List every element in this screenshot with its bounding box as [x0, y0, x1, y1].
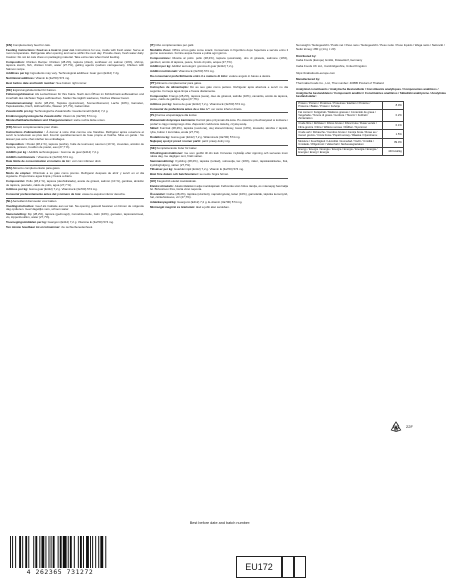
- analysis-label: Energy / Energie / Énergie / Energía / Energie / Energia / Energia / Energia / Energi / Energia: [297, 147, 383, 156]
- distributor-line: [296, 55, 448, 62]
- analysis-value: 1.5%: [382, 130, 403, 139]
- section-heading: Best before date and batch number:: [6, 80, 56, 85]
- label-paragraph: [6, 172, 144, 179]
- distributor-block: [296, 55, 448, 85]
- paragraph-text: zie rechterbenedenhoek.: [61, 224, 94, 229]
- analysis-row: [297, 130, 404, 139]
- paragraph-text: Jutalomfalatként adja macskájának. Felbontás után hűtve tárolja, és másnapig használja fel. Biztosítson friss, tiszta vizet naponta.: [150, 183, 288, 192]
- paragraph-text: Karma uzupełniająca dla kotów.: [156, 113, 198, 118]
- section-heading: Additifs par kg :: [6, 149, 29, 154]
- label-paragraph: [6, 213, 144, 220]
- label-paragraph: [150, 160, 288, 167]
- section-heading: Etetési útmutató:: [150, 183, 174, 188]
- lot-code-box: EU172: [236, 556, 282, 578]
- paragraph-text: À donner à votre chat comme une friandise. Réfrigérer après ouverture et servir le lendemain au plus tard. Fournir quotidiennement de l'eau propre et fraîche. Mise en garde : Ne laissez pas votre chat mâcher les emballages.: [6, 129, 144, 141]
- section-heading: Zusammensetzung:: [6, 100, 34, 105]
- section-heading: Composition:: [6, 59, 25, 64]
- paragraph-text: Guargom (E412) 7,2 g. Vitamine E (3a700) 574 mg.: [47, 220, 114, 225]
- section-heading: Samenstelling:: [6, 211, 27, 216]
- paragraph-text: vedere angolo in basso a destra.: [228, 73, 271, 78]
- label-paragraph: [150, 185, 288, 192]
- paragraph-text: Vitamin E (3a700) 574 mg.: [35, 76, 70, 81]
- label-paragraph: [6, 49, 144, 60]
- paragraph-text: Complementary feed for cats.: [12, 43, 51, 47]
- label-column-2: [150, 44, 288, 211]
- distributor-text: Thai Inaba Foods Co., Ltd., Thai number: 4095B Product of Thailand: [296, 80, 384, 85]
- label-paragraph: [150, 173, 288, 177]
- language-tag: [SE]: [150, 146, 156, 151]
- label-paragraph: [150, 206, 288, 210]
- paragraph-text: véase la esquina inferior derecha.: [82, 192, 126, 197]
- section-heading: Composizione:: [150, 56, 171, 61]
- language-tag: [FR]: [6, 125, 12, 130]
- best-before-note: Best before date and batch number:: [189, 521, 251, 525]
- label-paragraph: [150, 86, 288, 93]
- recycle-code: 22F: [406, 424, 413, 429]
- label-paragraph: [6, 193, 144, 197]
- distributor-heading: Distributed by:: [296, 54, 317, 58]
- barcode-number: 4 262365 731272: [8, 568, 112, 576]
- analysis-value: 440 kcal/kg: [382, 147, 403, 156]
- distributor-heading: Manufactured by:: [296, 77, 321, 81]
- language-tag: [ES]: [6, 166, 12, 171]
- section-heading: Najlepiej spożyć przed i numer partii:: [150, 139, 202, 144]
- section-heading: Ernährungsphysiologische Zusatzstoffe:: [6, 113, 63, 118]
- paragraph-text: Vitamine E (3a700) 574 mg.: [37, 154, 74, 159]
- analysis-row: [297, 110, 404, 122]
- label-paragraph: [150, 119, 288, 126]
- analysis-table: [296, 101, 404, 157]
- language-tag: [EN]: [6, 43, 12, 47]
- paragraph-text: Vitamina E (3a700) 574 mg.: [178, 69, 215, 74]
- label-column-1: [6, 44, 144, 231]
- distributor-text: Inaba Foods (Europe) GmbH, Düsseldorf, Germany: [296, 57, 363, 62]
- language-tag: [NL]: [6, 198, 12, 203]
- section-heading: Additives per kg:: [6, 71, 30, 76]
- paragraph-text: Ingredients may vary. Technological additives: Guar gum (E412) 7.2g.: [30, 71, 120, 76]
- section-heading: Instruções de alimentação:: [150, 85, 189, 90]
- analysis-value: 0.2%: [382, 110, 403, 122]
- paragraph-text: Ofrézcalo a su gato como premio. Refrigerar después de abrir y servir en el día siguiente. Proporcione agua limpia y fresca a diario.: [6, 170, 144, 179]
- paragraph-text: Alimento complementario para gatos.: [12, 166, 61, 171]
- section-heading: Zusatzstoffe pro kg:: [6, 108, 34, 113]
- section-heading: Voedingsinstructies:: [6, 203, 35, 208]
- paragraph-text: Kyckling (28,2%), tapioka (torkad), solrosolja, lax (10%), räkor, tapiokastärkelse, fisk, kycklingbuljong, vatten (27,7%).: [150, 159, 289, 167]
- analysis-label: Fat content / Fettgehalt / Matières grasses / Contenido de grasa / Vetgehalte / Tenore di grassi / Gordura / Tłuszcz / Fetthalt / Zsírtartalom: [297, 110, 383, 122]
- paragraph-text: Als Leckerbissen für Ihre Katze. Nach dem Öffnen im Kühlschrank aufbewahren und innerhalb des nächsten Tages aufbrauchen. Stellen Sie täglich sauberes, frisches Wasser bereit.: [6, 92, 144, 100]
- analysis-label: Moisture / Feuchtigkeit / Humidité / Humedad / Vocht / Umidità / Umidade / Wilgotność / Vattenhalt / Nedvességtartalom: [297, 139, 383, 148]
- label-paragraph: [150, 108, 288, 112]
- section-heading: Bäst före datum och batchnummer:: [150, 172, 199, 177]
- section-heading: Modalità d'uso:: [150, 47, 172, 52]
- section-heading: Date limite de consommation et numéro de lot :: [6, 159, 72, 164]
- section-heading: Mindesthaltbarkeitsdatum und Chargennummer:: [6, 118, 73, 123]
- section-heading: Composición:: [6, 179, 26, 184]
- label-paragraph: [6, 102, 144, 109]
- paragraph-text: voir coin inférieur droit.: [72, 159, 102, 164]
- section-heading: Nutritional additives:: [6, 76, 35, 81]
- label-paragraph: [6, 143, 144, 150]
- section-heading: Ten minste houdbaar tot en lotnummer:: [6, 224, 61, 229]
- label-paragraph: [6, 82, 144, 86]
- distributor-line: [296, 72, 448, 76]
- label-paragraph: [6, 205, 144, 212]
- paragraph-text: Offrire al tuo gatto come snack. Conservare in frigorifero dopo l'apertura e servire entro il giorno successivo. Fornire acqua fresca e pulita ogni giorno.: [150, 47, 288, 56]
- paragraph-text: Chicken Recipe: Chicken (28.2%), tapioca (dried), sunflower oil, salmon (10%), shrimp, tapioca starch, fish, chicken broth, water (27.7%), gelling agents (sodium carrageenan), Chicken with Salmon recipe.: [6, 59, 144, 71]
- label-paragraph: [6, 61, 144, 72]
- batch-marker-box: [294, 556, 306, 578]
- label-column-3: [296, 44, 448, 156]
- recycle-icon: [388, 420, 404, 436]
- paragraph-text: Additifs technologiques : Gomme de guar (E412) 7,2 g.: [28, 149, 100, 154]
- analysis-label: Crude fibre / Rohfaser / Fibres brutes / Fibra bruta / Ruwe vezels / Fibra grezza / Fibra / Włókno surowe / Råfiber / Nyersrost: [297, 121, 383, 130]
- section-heading: Feeding instructions: Feed as a treat to your cat.: [6, 47, 75, 52]
- label-paragraph: [150, 193, 288, 200]
- language-tag: [HU]: [150, 178, 157, 183]
- paragraph-text: Instructions for use, inside with fresh water. Serve at room temperature. Refrigerate after opening and serve within the next day. Provide clean, fresh water daily. Caution: Do not let cats chew on packaging material. Take extra care when hand feeding.: [6, 47, 144, 59]
- analysis-value: 0.1%: [382, 121, 403, 130]
- paragraph-text: Aliment complémentaire pour chats.: [12, 125, 59, 130]
- analysis-value: 8.0%: [382, 101, 403, 110]
- section-heading: Additifs nutritionnels :: [6, 154, 37, 159]
- paragraph-text: Alimento complementar para gatos.: [156, 80, 202, 85]
- paragraph-text: Ergänzungsfuttermittel für Katzen.: [12, 87, 57, 92]
- paragraph-text: Technologische Zusatzstoffe: Guarkernmehl (E412) 7,2 g.: [34, 108, 109, 113]
- analysis-label: Protein / Protein / Protéines / Proteínas / Eiwitten / Proteine / Proteína / Białko / Protein / Fehérje: [297, 101, 383, 110]
- section-heading: Toevoegingsmiddelen per kg:: [6, 220, 47, 225]
- section-heading: Dodatki na kg:: [150, 134, 170, 139]
- section-heading: Skład:: [150, 126, 159, 131]
- section-heading: Minőségét megőrzi és tételszám:: [150, 204, 196, 209]
- section-heading: Aditivos por kg:: [6, 187, 29, 192]
- section-heading: Aditivos por kg:: [150, 101, 173, 106]
- paragraph-text: Guma guar (E412) 7,2 g. Witamina E (3a700) 574 mg.: [170, 134, 241, 139]
- paragraph-text: ver canto inferior direito.: [211, 106, 243, 111]
- section-heading: Sammansättning:: [150, 159, 175, 164]
- label-paragraph: [6, 226, 144, 230]
- label-paragraph: [6, 131, 144, 142]
- label-paragraph: [6, 180, 144, 187]
- section-heading: Tillsatser per kg:: [150, 167, 174, 172]
- paragraph-text: patrz prawy dolny róg.: [201, 139, 231, 144]
- label-paragraph: [6, 119, 144, 123]
- paragraph-text: Karmić jako przysmak dla kota. Po otwarciu przechowywać w lodówce i podać w ciągu następnego dnia. Zapewnić codziennie świeżą, czystą wodę.: [150, 118, 288, 126]
- section-heading: Fütterungshinweise:: [6, 92, 35, 97]
- paragraph-text: Goma guar (E412) 7,2 g. Vitamina E (3a700) 574 mg.: [28, 187, 98, 192]
- section-heading: Composition :: [6, 141, 26, 146]
- section-heading: Additivi nutrizionali:: [150, 69, 178, 74]
- paragraph-text: Pollo (28,2 %), tapioca (deshidratada), aceite de girasol, salmón (10 %), gambas, almidón de tapioca, pescado, caldo de pollo, agua (27,7 %).: [6, 179, 144, 187]
- paragraph-text: See bottom right corner.: [56, 80, 88, 85]
- section-heading: Wskazówki dotyczące karmienia:: [150, 118, 196, 122]
- analysis-row: [297, 139, 404, 148]
- section-heading: Composição:: [150, 93, 169, 98]
- language-tag: [PL]: [150, 113, 156, 118]
- paragraph-text: Vitamin E (3a700) 574 mg.: [62, 113, 98, 118]
- section-heading: Additivi per kg:: [150, 64, 172, 69]
- paragraph-text: Csirke (28,2%), tápióka (szárított), napraforgóolaj, lazac (10%), garnélarák, tápióka keményítő, hal, csirkehúsleves, víz (27,7%).: [150, 191, 288, 200]
- section-heading: Adalékanyagok/kg:: [150, 200, 177, 205]
- paragraph-text: Ricetta al pollo: pollo (28,2%), tapioca (essiccata), olio di girasole, salmone (10%), gamberi, amido di tapioca, pesce, brodo di pollo, acqua (27,7%).: [150, 56, 288, 64]
- language-tag: [PT]: [150, 80, 156, 85]
- paragraph-text: Dê ao seu gato como petisco. Refrigerar após abertura e servir no dia seguinte. Forneça água limpa e fresca diariamente.: [150, 85, 288, 93]
- distributor-text: Inaba Foods UK Ltd., Cambridgeshire, United Kingdom: [296, 64, 367, 68]
- paragraph-text: Aanvullend diervoeder voor katten.: [12, 198, 58, 203]
- paragraph-text: Kompletterande foder för katter.: [156, 146, 198, 151]
- paragraph-text: siehe rechte Ecke unten.: [73, 118, 106, 123]
- paragraph-text: se nedre högra hörnet.: [199, 172, 229, 177]
- analysis-value: 89.0%: [382, 139, 403, 148]
- label-paragraph: [150, 57, 288, 64]
- paragraph-text: Guargumi (E412) 7,2 g. E-vitamin (3a700) 574 mg.: [177, 200, 243, 205]
- label-paragraph: [150, 127, 288, 134]
- label-paragraph: [150, 75, 288, 79]
- label-paragraph: [150, 152, 288, 159]
- label-paragraph: [6, 160, 144, 164]
- language-tag: [DE]: [6, 87, 12, 92]
- net-weight: Net weight / Nettogewicht / Poids net / Peso neto / Nettogewicht / Peso netto / Peso líquido / Waga netto / Nettovikt / Nettó tömeg: 280 g (14 g × 20): [296, 43, 445, 51]
- paragraph-text: Huhn (28,2%), Tapioka (getrocknet), Sonnenblumenöl, Lachs (10%), Garnelen, Tapiokastärke, Fisch, Hühnerbrühe, Wasser (27,7%), Geliermittel.: [6, 100, 144, 109]
- section-heading: Consumir preferentemente antes del y número de lote:: [6, 192, 82, 197]
- paragraph-text: Geef als traktatie aan uw kat. Na opening gekoeld bewaren en binnen de volgende dag opdienen. Geef dagelijks vers, schoon water.: [6, 203, 144, 212]
- section-heading: Modo de empleo:: [6, 170, 32, 175]
- paragraph-text: lásd a jobb alsó sarokban.: [195, 204, 230, 209]
- label-paragraph: [150, 95, 288, 102]
- language-tag: [IT]: [150, 43, 155, 47]
- paragraph-text: Frango (28,2%), tapioca (seca), óleo de girassol, salmão (10%), camarão, amido de tapioca, peixe, caldo de galinha, água (27,7%).: [150, 93, 288, 102]
- label-paragraph: [6, 93, 144, 100]
- paragraph-text: Additivi tecnologici: gomma di guar (E412) 7,2 g.: [171, 64, 234, 69]
- section-heading: Utfodringsinstruktioner:: [150, 150, 184, 155]
- paragraph-text: Kiegészítő eledel macskáknak.: [156, 178, 197, 183]
- analysis-heading: Analytical constituents / Analytische Bestandteile / Constituants analytiques / Componentes analíticos / Analytische bestanddelen / Componenti analitici / Constituintes analíticos / Składniki analityczne / Analytiska beståndsdelar:: [296, 87, 446, 98]
- distributor-text: https://inabafoods-europe.com: [296, 70, 336, 75]
- paragraph-text: Goma de guar (E412) 7,2 g. Vitamina E (3a700) 574 mg.: [172, 101, 246, 106]
- paragraph-text: Cibo complementare per gatti.: [155, 43, 195, 47]
- paragraph-text: Kurczak (28,2%), tapioka (suszona), olej słonecznikowy, łosoś (10%), krewetki, skrobia z tapioki, ryba, bulion z kurczaka, woda (27,7%).: [150, 126, 288, 134]
- analysis-row: [297, 101, 404, 110]
- section-heading: Consumir de preferência antes de e lote n.º:: [150, 106, 211, 111]
- analysis-row: [297, 147, 404, 156]
- paragraph-text: Guarkärnmjöl (E412) 7,2 g. Vitamin E (3a700) 574 mg.: [173, 167, 244, 172]
- paragraph-text: Poulet (28,2 %), tapioca (séché), huile de tournesol, saumon (10 %), crevettes, amidon de tapioca, poisson, bouillon de poulet, eau (27,7 %).: [6, 141, 144, 150]
- distributor-line: [296, 65, 448, 69]
- distributor-line: [296, 78, 448, 85]
- label-paragraph: [150, 49, 288, 56]
- section-heading: Összetétel:: [150, 191, 166, 196]
- paragraph-text: Ge som godbit till din katt. Förvaras i kylskåp efter öppning och serveras inom nästa dag. Ge dagligen rent, friskt vatten.: [150, 150, 288, 159]
- batch-marker-box: [282, 556, 294, 578]
- paragraph-text: Kip (28,2%), tapioca (gedroogd), zonnebloemolie, zalm (10%), garnalen, tapiocazetmeel, vis, kippenbouillon, water (27,7%).: [6, 211, 144, 220]
- section-heading: Instructions d'alimentation :: [6, 129, 46, 134]
- analysis-row: [297, 121, 404, 130]
- section-heading: Da consumarsi preferibilmente entro il e numero di lotto:: [150, 73, 229, 78]
- analysis-label: Crude ash / Rohasche / Cendres brutes / Ceniza bruta / Ruwe as / Ceneri grezze / Cinza bruta / Popiół surowy / Råaska / Nyershamu: [297, 130, 383, 139]
- label-paragraph: [150, 140, 288, 144]
